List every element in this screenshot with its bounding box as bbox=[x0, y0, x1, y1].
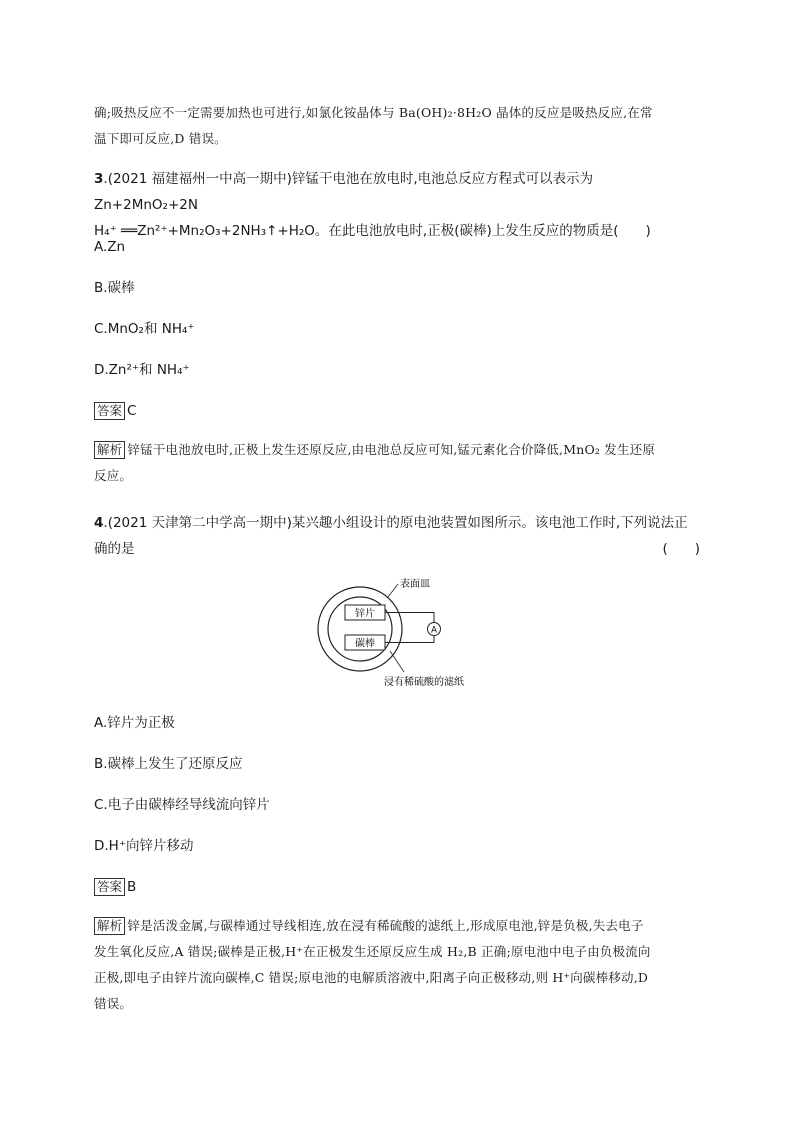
analysis-line-3: 正极,即电子由锌片流向碳棒,C 错误;原电池的电解质溶液中,阳离子向正极移动,则 H⁺向碳棒移动,D bbox=[94, 970, 649, 985]
question-4-option-c: C.电子由碳棒经导线流向锌片 bbox=[94, 797, 270, 813]
dish-outer-circle bbox=[318, 587, 402, 671]
question-4 bbox=[94, 510, 700, 562]
intro-text bbox=[94, 100, 700, 152]
intro-line-2: 温下即可反应,D 错误。 bbox=[94, 131, 227, 146]
question-4-line-1 bbox=[94, 510, 700, 536]
question-3-number: 3 bbox=[94, 171, 104, 187]
analysis-line-1 bbox=[94, 437, 700, 463]
question-3-option-b: B.碳棒 bbox=[94, 280, 135, 296]
question-4-text-1: 某兴趣小组设计的原电池装置如图所示。该电池工作时,下列说法正 bbox=[291, 515, 688, 531]
question-3-option-d: D.Zn²⁺和 NH₄⁺ bbox=[94, 362, 190, 378]
question-4-option-b: B.碳棒上发生了还原反应 bbox=[94, 756, 243, 772]
intro-line-1: 确;吸热反应不一定需要加热也可进行,如氯化铵晶体与 Ba(OH)₂·8H₂O 晶体的反应是吸热反应,在常 bbox=[94, 105, 653, 120]
analysis-text: 锌是活泼金属,与碳棒通过导线相连,放在浸有稀硫酸的滤纸上,形成原电池,锌是负极,失去电子 bbox=[127, 918, 644, 933]
wire-top bbox=[385, 613, 434, 623]
zinc-label: 锌片 bbox=[355, 608, 375, 620]
question-3-text-2: H₄⁺ ══Zn²⁺+Mn₂O₃+2NH₃↑+H₂O。在此电池放电时,正极(碳棒)上发生反应的物质是( ) bbox=[94, 223, 651, 239]
question-4-source: .(2021 天津第二中学高一期中) bbox=[103, 515, 292, 531]
question-4-option-d: D.H⁺向锌片移动 bbox=[94, 838, 194, 854]
analysis-tag: 解析 bbox=[94, 917, 125, 935]
dish-label: 表面皿 bbox=[400, 579, 430, 590]
question-4-option-a: A.锌片为正极 bbox=[94, 715, 175, 731]
question-3-analysis bbox=[94, 437, 700, 489]
question-3-option-c: C.MnO₂和 NH₄⁺ bbox=[94, 321, 195, 337]
analysis-tag: 解析 bbox=[94, 441, 125, 459]
question-3-source: .(2021 福建福州一中高一期中) bbox=[103, 171, 292, 187]
ammeter-label: A bbox=[431, 625, 437, 636]
question-4-line-2 bbox=[94, 536, 700, 562]
analysis-line-2: 反应。 bbox=[94, 468, 133, 483]
paper-label: 浸有稀硫酸的滤纸 bbox=[384, 677, 464, 688]
analysis-line-1 bbox=[94, 913, 700, 939]
answer-value: B bbox=[127, 879, 137, 895]
question-3-answer bbox=[94, 401, 136, 421]
analysis-line-4: 错误。 bbox=[94, 996, 133, 1011]
dish-leader-line bbox=[388, 584, 398, 597]
question-4-text-2: 确的是 bbox=[94, 541, 135, 557]
question-4-number: 4 bbox=[94, 515, 104, 531]
question-3-line-1 bbox=[94, 166, 700, 218]
question-4-answer bbox=[94, 877, 136, 897]
question-4-analysis bbox=[94, 913, 700, 1017]
answer-tag: 答案 bbox=[94, 878, 125, 896]
carbon-label: 碳棒 bbox=[355, 638, 375, 650]
answer-tag: 答案 bbox=[94, 402, 125, 420]
question-3-text-1: 锌锰干电池在放电时,电池总反应方程式可以表示为 Zn+2MnO₂+2N bbox=[94, 171, 594, 213]
paper-leader-line bbox=[390, 651, 404, 672]
wire-bottom bbox=[385, 636, 434, 643]
answer-value: C bbox=[127, 403, 137, 419]
answer-paren: ( ) bbox=[662, 541, 700, 557]
galvanic-cell-diagram bbox=[300, 573, 500, 695]
analysis-line-2: 发生氧化反应,A 错误;碳棒是正极,H⁺在正极发生还原反应生成 H₂,B 正确;原电池中电子由负极流向 bbox=[94, 944, 651, 959]
question-3 bbox=[94, 166, 700, 244]
analysis-text: 锌锰干电池放电时,正极上发生还原反应,由电池总反应可知,锰元素化合价降低,MnO₂ 发生还原 bbox=[127, 442, 656, 457]
question-3-option-a: A.Zn bbox=[94, 239, 126, 255]
